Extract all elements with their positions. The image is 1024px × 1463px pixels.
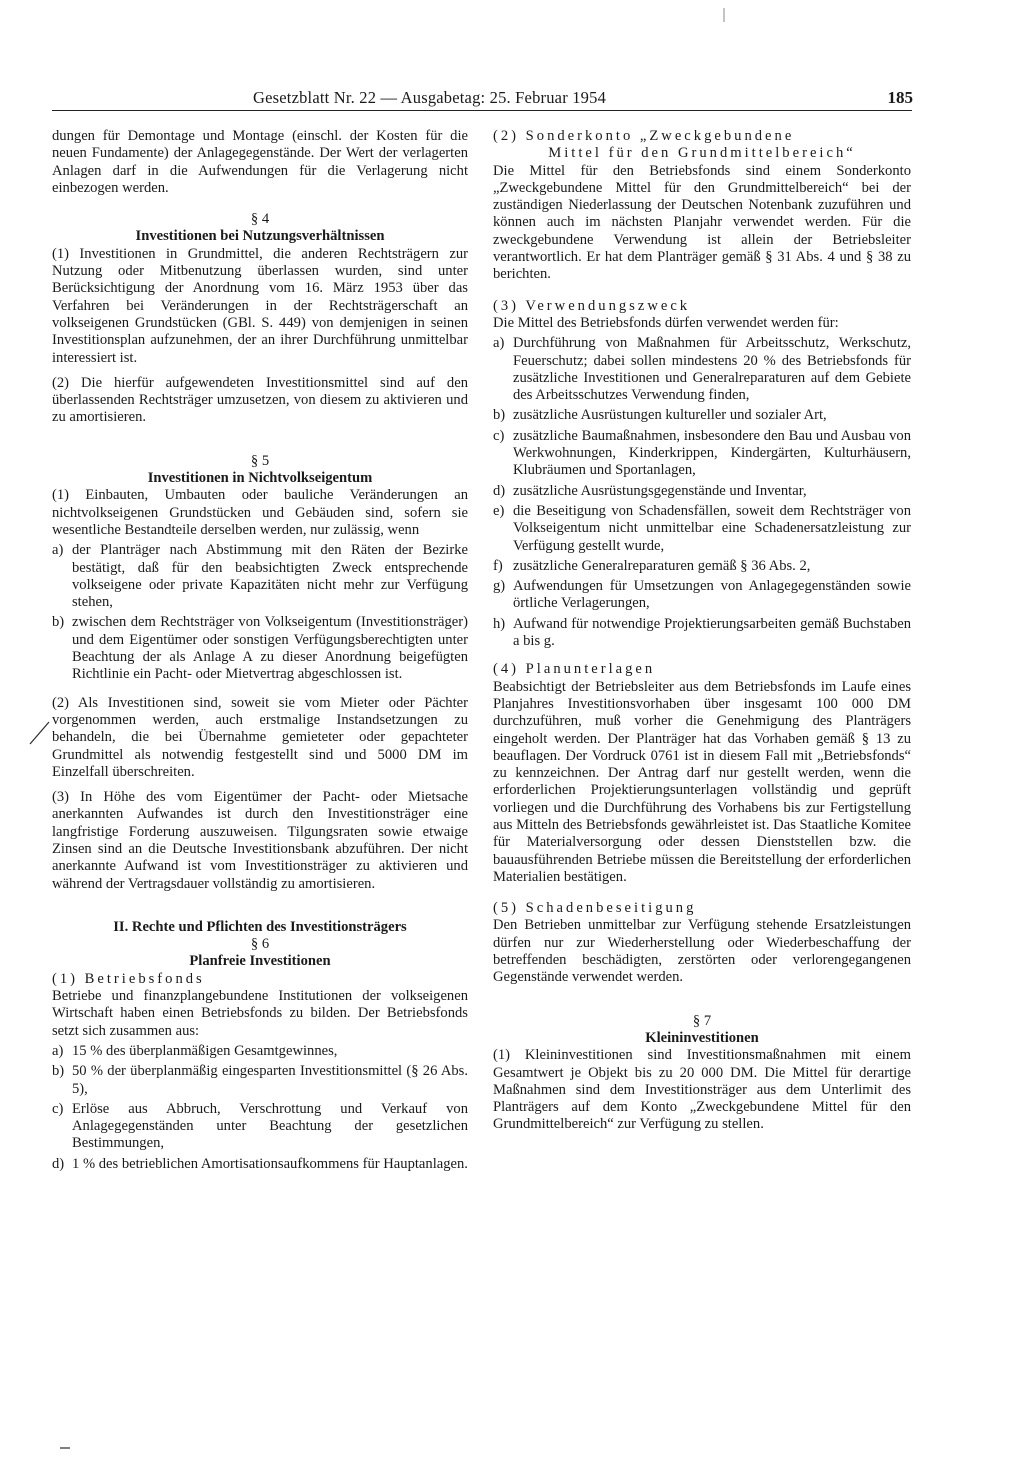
margin-pencil-mark: [28, 720, 52, 746]
continued-paragraph: dungen für Demontage und Montage (einschl. der Kosten für die neuen Fundamente) der Anlagegegenstände. Der Wert der verlagerten Anlagen darf in die Aufwendungen für die Verlagerung nicht einbezogen werden.: [52, 128, 468, 196]
header-divider: [52, 110, 912, 111]
right-column: [493, 128, 911, 1134]
subheading-2-line-2: Mittel für den Grundmittelbereich“: [548, 145, 856, 162]
section-4-para-1: (1) Investitionen in Grundmittel, die anderen Rechtsträgern zur Nutzung oder Mitbenutzung überlassen wurden, sind unter Berücksichtigung der Anordnung vom 16. März 1953 über das Verfahren bei Veränderungen in der Rechtsträgerschaft an volkseigenen Grundstücken (GBl. S. 449) von demjenigen in seinen Investitionsplan aufzunehmen, der an ihrer Durchführung unmittelbar interessiert ist.: [52, 245, 468, 366]
subheading-2-line-1: (2) Sonderkonto „Zweckgebundene: [493, 128, 795, 144]
para-2: Die Mittel für den Betriebsfonds sind einem Sonderkonto „Zweckgebundene Mittel für den Grundmittelbereich“ bei der zuständigen Niederlassung der Deutschen Notenbank zuzuführen und können auch im nächsten Planjahr verwendet werden. Für die zweckgebundene Verwendung ist allein der Betriebsleiter verantwortlich. Er hat dem Planträger gemäß § 31 Abs. 4 und § 38 zu berichten.: [493, 162, 911, 283]
section-6-number: § 6: [250, 936, 270, 953]
section-6-para-1: Betriebe und finanzplangebundene Institutionen der volkseigenen Wirtschaft haben einen Betriebsfonds zu bilden. Der Betriebsfonds setzt sich zusammen aus:: [52, 988, 468, 1039]
section-5-para-1: (1) Einbauten, Umbauten oder bauliche Veränderungen an nichtvolkseigenen Grundstücken und Gebäuden sind, sofern sie wesentliche Bestandteile derselben werden, nur zulässig, wenn: [52, 487, 468, 538]
list-item: h) Aufwand für notwendige Projektierungsarbeiten gemäß Buchstaben a bis g.: [493, 615, 911, 650]
list-item: a) Durchführung von Maßnahmen für Arbeitsschutz, Werkschutz, Feuerschutz; dabei sollen mindestens 20 % des Betriebsfonds für zusätzliche Investitionen und Generalreparaturen auf dem Gebiete des Arbeitsschutzes Verwendung finden,: [493, 335, 911, 404]
left-column: [52, 128, 468, 1176]
section-5-number: § 5: [250, 452, 270, 469]
header-title: Gesetzblatt Nr. 22 — Ausgabetag: 25. Februar 1954: [253, 88, 607, 107]
section-4-number: § 4: [250, 211, 270, 228]
list-item: d) 1 % des betrieblichen Amortisationsaufkommens für Hauptanlagen.: [52, 1155, 468, 1172]
section-6-list: [52, 1043, 468, 1173]
list-item: a) der Planträger nach Abstimmung mit den Räten der Bezirke bestätigt, daß für den beabsichtigten Zweck entsprechende volkseigene oder private Kapazitäten nicht mehr zur Verfügung stehen,: [52, 542, 468, 611]
list-item: c) zusätzliche Baumaßnahmen, insbesondere den Bau und Ausbau von Werkwohnungen, Kinderkrippen, Kindergärten, Kulturhäusern, Klubräumen und Sportanlagen,: [493, 427, 911, 479]
section-6-subheading-1: (1) Betriebsfonds: [52, 970, 205, 987]
list-item: a) 15 % des überplanmäßigen Gesamtgewinnes,: [52, 1042, 338, 1059]
para-3: Die Mittel des Betriebsfonds dürfen verwendet werden für:: [493, 314, 839, 331]
list-item: d) zusätzliche Ausrüstungsgegenstände und Inventar,: [493, 482, 807, 499]
list-item: b) zusätzliche Ausrüstungen kultureller und sozialer Art,: [493, 407, 827, 424]
usage-list: [493, 335, 911, 650]
section-4-title: Investitionen bei Nutzungsverhältnissen: [135, 228, 385, 245]
list-item: f) zusätzliche Generalreparaturen gemäß § 36 Abs. 2,: [493, 557, 811, 574]
subheading-4: (4) Planunterlagen: [493, 661, 656, 678]
section-7-title: Kleininvestitionen: [645, 1029, 759, 1046]
list-item: c) Erlöse aus Abbruch, Verschrottung und Verkauf von Anlagegegenständen unter Beachtung der gesetzlichen Bestimmungen,: [52, 1100, 468, 1152]
section-7-para-1: (1) Kleininvestitionen sind Investitionsmaßnahmen mit einem Gesamtwert je Objekt bis zu 20 000 DM. Die Mittel für derartige Maßnahmen sind dem Investitionsträger aus dem Unterlimit des Planträgers auf dem Konto „Zweckgebundene Mittel für den Grundmittelbereich“ zur Verfügung zu stellen.: [493, 1047, 911, 1133]
scan-speck: [722, 8, 726, 22]
subheading-5: (5) Schadenbeseitigung: [493, 900, 697, 917]
list-item: b) 50 % der überplanmäßig eingesparten Investitionsmittel (§ 26 Abs. 5),: [52, 1063, 468, 1097]
section-5-para-2: (2) Als Investitionen sind, soweit sie vom Mieter oder Pächter vorgenommen werden, auch erstmalige Instandsetzungen zu behandeln, die bei Übernahme gemieteter oder gepachteter Grundmittel als notwendig festgestellt sind und 5000 DM im Einzelfall überschreiten.: [52, 694, 468, 780]
scan-speck: [60, 1446, 70, 1450]
section-5-para-3: (3) In Höhe des vom Eigentümer der Pacht- oder Mietsache anerkannten Aufwandes ist durch den Investitionsträger eine langfristige Forderung auszuweisen. Tilgungsraten sowie etwaige Zinsen sind an die Deutsche Investitionsbank abzuführen. Der nicht anerkannte Aufwand ist vom Investitionsträger zu aktivieren und während der Vertragsdauer vollständig zu amortisieren.: [52, 789, 468, 892]
section-5-title: Investitionen in Nichtvolkseigentum: [147, 470, 373, 487]
list-item: b) zwischen dem Rechtsträger von Volkseigentum (Investitionsträger) und dem Eigentümer oder sonstigen Verfügungsberechtigten unter Beachtung der als Anlage A zu dieser Anordnung beigefügten Richtlinie ein Pacht- oder Mietvertrag abgeschlossen ist.: [52, 614, 468, 683]
part-2-title: II. Rechte und Pflichten des Investitionsträgers: [113, 918, 407, 935]
section-5-list: [52, 542, 468, 683]
section-7-number: § 7: [692, 1012, 712, 1029]
section-6-title: Planfreie Investitionen: [189, 953, 331, 970]
para-5: Den Betrieben unmittelbar zur Verfügung stehende Ersatzleistungen dürfen nur zur Wiederherstellung oder Wiederbeschaffung der betreffenden beschädigten, zerstörten oder verlorengegangenen Gegenstände verwendet werden.: [493, 917, 911, 986]
list-item: e) die Beseitigung von Schadensfällen, soweit dem Rechtsträger von Volkseigentum nicht unmittelbar eine Schadenersatzleistung zur Verfügung gestellt wurde,: [493, 502, 911, 554]
list-item: g) Aufwendungen für Umsetzungen von Anlagegegenständen sowie örtliche Verlagerungen,: [493, 578, 911, 612]
section-4-para-2: (2) Die hierfür aufgewendeten Investitionsmittel sind auf den überlassenden Rechtsträger umzusetzen, von diesem zu aktivieren und zu amortisieren.: [52, 374, 468, 426]
subheading-3: (3) Verwendungszweck: [493, 297, 691, 314]
page-number: 185: [887, 88, 913, 107]
para-4: Beabsichtigt der Betriebsleiter aus dem Betriebsfonds im Laufe eines Planjahres Investitionsvorhaben über insgesamt 100 000 DM durchzuführen, muß vorher die Genehmigung des Planträgers eingeholt werden. Der Planträger hat das Vorhaben gemäß § 13 zu beauflagen. Der Vordruck 0761 ist in diesem Fall mit „Betriebsfonds“ zu kennzeichnen. Der Antrag darf nur gestellt werden, wenn die erforderlichen Projektierungsunterlagen vollständig und geprüft vorliegen und die Durchführung des Vorhabens bis zur Fertigstellung aus Mitteln des Betriebsfonds gewährleistet ist. Das Staatliche Komitee für Materialversorgung oder dessen Dienststellen bzw. die bauausführenden Betriebe müssen die Bereitstellung der erforderlichen Materialien bestätigen.: [493, 678, 911, 885]
